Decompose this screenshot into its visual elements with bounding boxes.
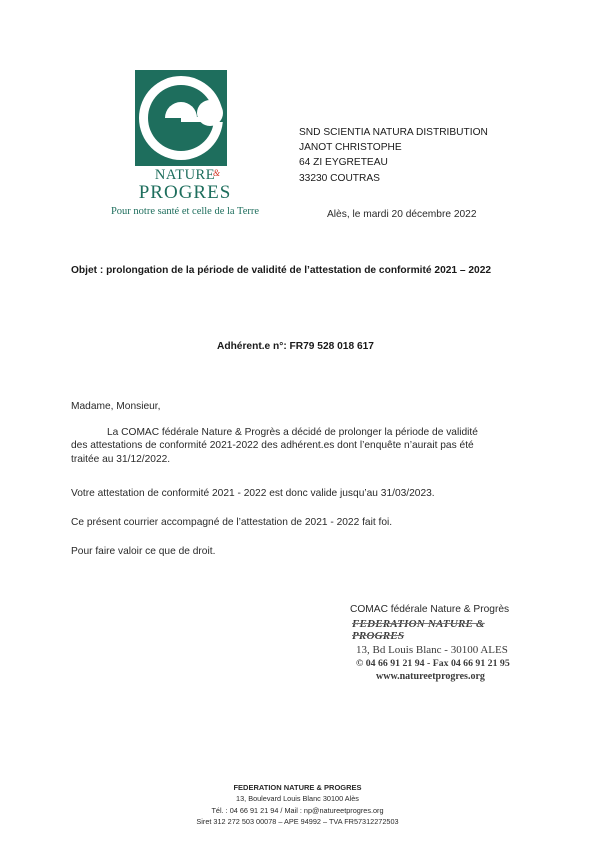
organization-stamp (352, 618, 524, 682)
date-line: Alès, le mardi 20 décembre 2022 (327, 209, 477, 220)
recipient-company: SND SCIENTIA NATURA DISTRIBUTION (299, 127, 488, 138)
page-footer (0, 782, 595, 828)
stamp-name: FEDERATION NATURE & PROGRES (352, 618, 485, 642)
recipient-contact: JANOT CHRISTOPHE (299, 142, 402, 154)
paragraph-line: traitée au 31/12/2022. (71, 453, 171, 465)
paragraph-attestation: Ce présent courrier accompagné de l’attestation de 2021 - 2022 fait foi. (71, 517, 393, 528)
footer-organization: FEDERATION NATURE & PROGRES (233, 783, 362, 792)
footer-contact: Tél. : 04 66 91 21 94 / Mail : np@natureetprogres.org (211, 805, 384, 815)
recipient-street: 64 ZI EYGRETEAU (299, 157, 388, 169)
paragraph-line: La COMAC fédérale Nature & Progrès a décidé de prolonger la période de validité (107, 427, 478, 438)
stamp-website: www.natureetprogres.org (376, 671, 485, 682)
paragraph-line: des attestations de conformité 2021-2022 des adhérent.es dont l’enquête n’aurait pas été (71, 440, 474, 452)
member-number: Adhérent.e n°: FR79 528 018 617 (217, 341, 374, 352)
logo-word-nature: NATURE (154, 167, 216, 183)
logo-ampersand: & (213, 168, 221, 178)
paragraph-validity: Votre attestation de conformité 2021 - 2022 est donc valide jusqu’au 31/03/2023. (71, 488, 435, 499)
logo-word-progres: PROGRES (138, 182, 232, 203)
footer-legal: Siret 312 272 503 00078 – APE 94992 – TVA FR57312272503 (196, 817, 399, 827)
subject-line: Objet : prolongation de la période de validité de l’attestation de conformité 2021 – 2022 (71, 265, 492, 276)
logo-tagline: Pour notre santé et celle de la Terre (110, 206, 260, 217)
nature-progres-logo (95, 70, 275, 220)
signature-line: COMAC fédérale Nature & Progrès (350, 604, 510, 615)
greeting: Madame, Monsieur, (71, 401, 161, 412)
footer-address: 13, Boulevard Louis Blanc 30100 Alès (236, 794, 359, 804)
paragraph-prolongation (71, 426, 529, 466)
logo-mark-icon (135, 70, 227, 166)
stamp-address: 13, Bd Louis Blanc - 30100 ALES (356, 644, 508, 656)
paragraph-closing: Pour faire valoir ce que de droit. (71, 546, 216, 557)
recipient-address (299, 125, 488, 186)
recipient-city: 33230 COUTRAS (299, 172, 380, 184)
stamp-phone: © 04 66 91 21 94 - Fax 04 66 91 21 95 (356, 658, 510, 669)
